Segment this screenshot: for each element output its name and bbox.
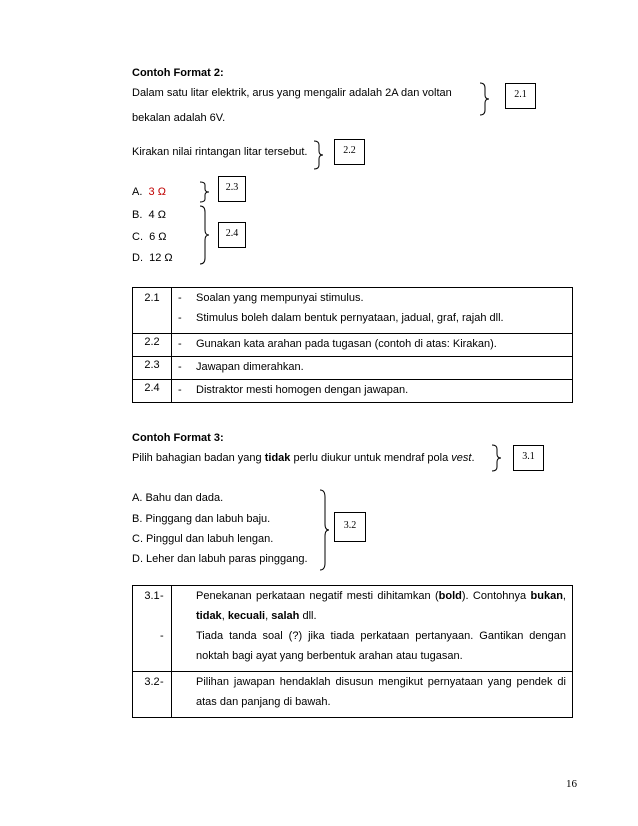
note-emphasis: salah bbox=[271, 610, 300, 622]
format2-heading: Contoh Format 2: bbox=[132, 67, 224, 79]
format3-option-d: D. Leher dan labuh paras pinggang. bbox=[132, 553, 308, 565]
format2-option-b bbox=[132, 209, 166, 221]
tag-2-4: 2.4 bbox=[218, 222, 246, 248]
note-emphasis: bukan bbox=[530, 590, 563, 602]
option-letter: A. bbox=[132, 186, 143, 198]
option-letter: B. bbox=[132, 209, 143, 221]
table-row bbox=[133, 357, 573, 380]
option-value: 12 Ω bbox=[149, 252, 173, 264]
note-number: 3.1 bbox=[133, 586, 172, 672]
note-dash: - bbox=[160, 590, 164, 602]
page-number: 16 bbox=[566, 778, 577, 790]
format2-option-d bbox=[132, 252, 173, 264]
format3-option-a: A. Bahu dan dada. bbox=[132, 492, 224, 504]
question-italic: vest bbox=[451, 452, 472, 464]
note-text: Distraktor mesti homogen dengan jawapan. bbox=[196, 384, 409, 396]
note-dash: - bbox=[160, 676, 164, 688]
note-dash: - bbox=[178, 361, 182, 373]
note-number: 2.4 bbox=[133, 380, 172, 403]
option-letter: C. bbox=[132, 231, 143, 243]
option-letter: D. bbox=[132, 252, 143, 264]
brace-3-1 bbox=[490, 444, 510, 472]
table-row bbox=[133, 334, 573, 357]
format3-option-b: B. Pinggang dan labuh baju. bbox=[132, 513, 271, 525]
note-text: Jawapan dimerahkan. bbox=[196, 361, 304, 373]
note-text: Stimulus boleh dalam bentuk pernyataan, jadual, graf, rajah dll. bbox=[196, 312, 504, 324]
format2-option-a bbox=[132, 186, 166, 198]
tag-3-2: 3.2 bbox=[334, 512, 366, 542]
note-text: , bbox=[562, 590, 566, 602]
note-text: Penekanan perkataan negatif mesti dihitamkan ( bbox=[196, 590, 439, 602]
format2-notes-table bbox=[132, 287, 573, 403]
note-number: 2.2 bbox=[133, 334, 172, 357]
format3-option-c: C. Pinggul dan labuh lengan. bbox=[132, 533, 274, 545]
table-row bbox=[133, 288, 573, 334]
question-text: Pilih bahagian badan yang bbox=[132, 452, 265, 464]
brace-2-3 bbox=[198, 181, 218, 203]
note-dash: - bbox=[178, 338, 182, 350]
brace-2-4 bbox=[198, 205, 218, 265]
format2-stem-line2: bekalan adalah 6V. bbox=[132, 112, 226, 124]
note-number: 3.2 bbox=[133, 672, 172, 718]
format3-notes-table bbox=[132, 585, 573, 718]
question-emphasis: tidak bbox=[264, 452, 291, 464]
format3-heading: Contoh Format 3: bbox=[132, 432, 224, 444]
option-value: 4 Ω bbox=[148, 209, 166, 221]
note-number: 2.1 bbox=[133, 288, 172, 334]
note-text: ). Contohnya bbox=[461, 590, 531, 602]
note-item bbox=[160, 626, 566, 666]
tag-2-2: 2.2 bbox=[334, 139, 365, 165]
note-text: Pilihan jawapan hendaklah disusun mengikut pernyataan yang pendek di atas dan panjang di bawah. bbox=[196, 676, 566, 708]
note-item bbox=[160, 586, 566, 626]
format2-stem-line1: Dalam satu litar elektrik, arus yang mengalir adalah 2A dan voltan bbox=[132, 87, 452, 99]
tag-2-1: 2.1 bbox=[505, 83, 536, 109]
note-emphasis: kecuali bbox=[227, 610, 266, 622]
brace-2-1 bbox=[478, 82, 498, 116]
note-dash: - bbox=[178, 384, 182, 396]
table-row bbox=[133, 586, 573, 672]
question-text: . bbox=[471, 452, 475, 464]
format2-option-c bbox=[132, 231, 167, 243]
tag-3-1: 3.1 bbox=[513, 445, 544, 471]
note-emphasis: bold bbox=[438, 590, 462, 602]
note-dash: - bbox=[160, 630, 164, 642]
note-dash: - bbox=[178, 292, 182, 304]
format2-question: Kirakan nilai rintangan litar tersebut. bbox=[132, 146, 308, 158]
note-text: Tiada tanda soal (?) jika tiada perkataan pertanyaan. Gantikan dengan noktah bagi ayat yang berbentuk arahan atau tugasan. bbox=[196, 630, 566, 662]
note-text: dll. bbox=[299, 610, 317, 622]
note-number: 2.3 bbox=[133, 357, 172, 380]
note-text: Soalan yang mempunyai stimulus. bbox=[196, 292, 364, 304]
question-text: perlu diukur untuk mendraf pola bbox=[290, 452, 452, 464]
table-row bbox=[133, 380, 573, 403]
note-item bbox=[160, 672, 566, 712]
note-text: , bbox=[265, 610, 272, 622]
note-text: , bbox=[221, 610, 228, 622]
note-emphasis: tidak bbox=[196, 610, 222, 622]
table-row bbox=[133, 672, 573, 718]
brace-2-2 bbox=[312, 140, 332, 170]
note-text: Gunakan kata arahan pada tugasan (contoh di atas: Kirakan). bbox=[196, 338, 497, 350]
option-answer-value: 3 Ω bbox=[148, 186, 166, 198]
tag-2-3: 2.3 bbox=[218, 176, 246, 202]
option-value: 6 Ω bbox=[149, 231, 167, 243]
note-dash: - bbox=[178, 312, 182, 324]
format3-question bbox=[132, 452, 475, 464]
